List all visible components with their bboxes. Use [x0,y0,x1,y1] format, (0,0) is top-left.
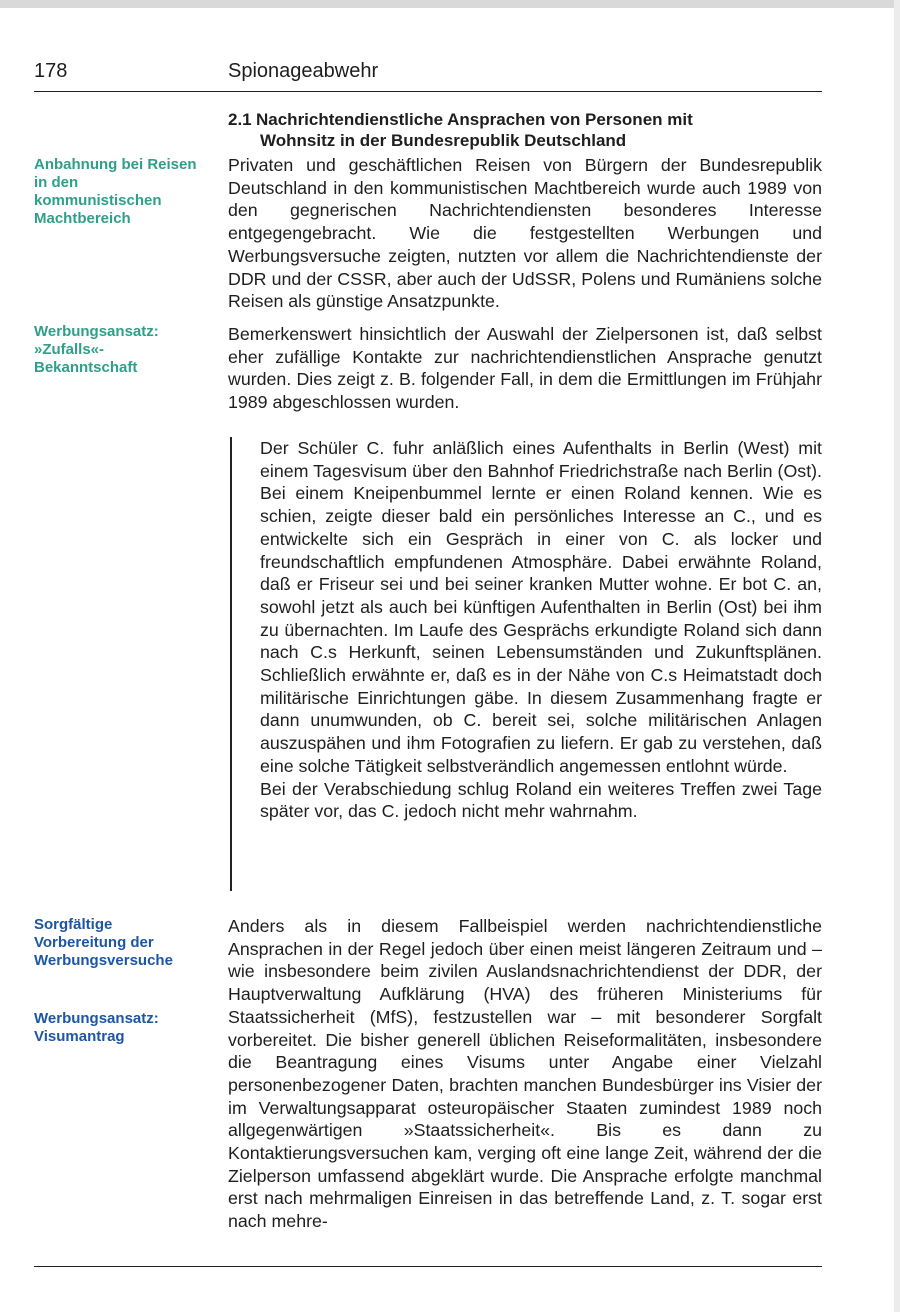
scan-edge-right [894,0,900,1312]
page-number: 178 [34,60,68,82]
margin-note-zufallsbekanntschaft: Werbungsansatz: »Zufalls«-Bekanntschaft [34,323,159,376]
case-paragraph-2: Bei der Verabschiedung schlug Roland ein weiteres Treffen zwei Tage später vor, das C. jedoch nicht mehr wahrnahm. [260,778,822,822]
section-number: 2.1 [228,110,252,129]
footer-rule [34,1266,822,1267]
section-heading [228,109,808,151]
margin-note-vorbereitung: Sorgfältige Vorbereitung der Werbungsversuche [34,916,173,969]
header-rule [34,91,822,92]
case-paragraph-1: Der Schüler C. fuhr anläßlich eines Aufenthalts in Berlin (West) mit einem Tagesvisum über den Bahnhof Friedrichstraße nach Berlin (Ost). Bei einem Kneipenbummel lernte er einen Roland kennen. Wie es schien, zeigte dieser bald ein persönliches Interesse an C., und es entwickelte sich ein Gespräch in einer von C. als locker und freundschaftlich empfundenen Atmosphäre. Dabei erwähnte Roland, daß er Friseur sei und bei seiner kranken Mutter wohne. Er bot C. an, sowohl jetzt als auch bei künftigen Aufenthalten in Berlin (Ost) bei ihm zu übernachten. Im Laufe des Gesprächs erkundigte Roland sich dann nach C.s Herkunft, seinen Lebensumständen und Zukunftsplänen. Schließlich erwähnte er, daß es in der Nähe von C.s Heimatstadt doch militärische Einrichtungen gäbe. In diesem Zusammenhang fragte er dann unumwunden, ob C. bereit sei, solche militärischen Anlagen auszuspähen und ihm Fotografien zu liefern. Er gab zu verstehen, daß eine solche Tätigkeit selbstverändlich angemessen entlohnt würde. [260,438,822,776]
margin-note-anbahnung: Anbahnung bei Reisen in den kommunistischen Machtbereich [34,156,197,227]
case-example-block [230,437,822,891]
section-title-line2: Wohnsitz in der Bundesrepublik Deutschland [260,131,627,150]
running-title: Spionageabwehr [228,60,379,82]
scan-edge-top [0,0,900,8]
margin-note-visumantrag: Werbungsansatz: Visumantrag [34,1010,159,1045]
paragraph-ansprachen: Anders als in diesem Fallbeispiel werden nachrichtendienstliche Ansprachen in der Regel jedoch über einen meist längeren Zeitraum und – wie insbesondere beim zivilen Auslandsnachrichtendienst der DDR, der Hauptverwaltung Aufklärung (HVA) des früheren Ministeriums für Staatssicherheit (MfS), festzustellen war – mit besonderer Sorgfalt vorbereitet. Die bisher generell üblichen Reiseformalitäten, insbesondere die Beantragung eines Visums unter Angabe einer Vielzahl personenbezogener Daten, brachten manchen Bundesbürger ins Visier der im Verwaltungsapparat osteuropäischer Staaten zumindest 1989 noch allgegenwärtigen »Staatssicherheit«. Bis es dann zu Kontaktierungsversuchen kam, verging oft eine lange Zeit, während der die Zielperson umfassend abgeklärt wurde. Die Ansprache erfolgte manchmal erst nach mehrmaligen Einreisen in das betreffende Land, z. T. sogar erst nach mehre- [228,916,822,1232]
paragraph-reisen: Privaten und geschäftlichen Reisen von Bürgern der Bundesrepublik Deutschland in den kommunistischen Machtbereich wurde auch 1989 von den gegnerischen Nachrichtendiensten besonderes Interesse entgegengebracht. Wie die festgestellten Werbungen und Werbungsversuche zeigten, nutzten vor allem die Nachrichtendienste der DDR und der CSSR, aber auch der UdSSR, Polens und Rumäniens solche Reisen als günstige Ansatzpunkte. [228,155,822,312]
section-title-line1: Nachrichtendienstliche Ansprachen von Personen mit [256,110,693,129]
paragraph-zielpersonen: Bemerkenswert hinsichtlich der Auswahl der Zielpersonen ist, daß selbst eher zufällige Kontakte zur nachrichtendienstlichen Ansprache genutzt wurden. Dies zeigt z. B. folgender Fall, in dem die Ermittlungen im Frühjahr 1989 abgeschlossen wurden. [228,324,822,413]
